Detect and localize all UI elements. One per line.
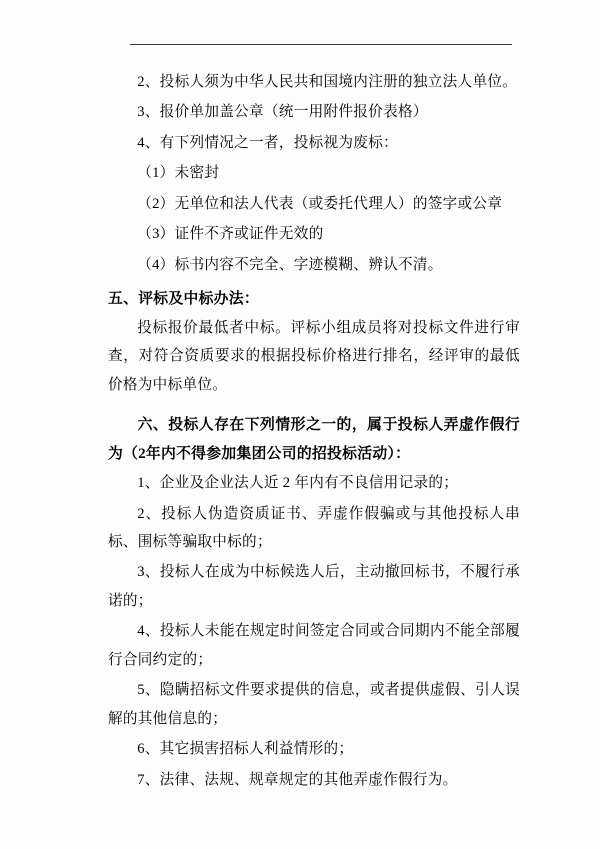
paragraph-quotation-seal: 3、报价单加盖公章（统一用附件报价表格）: [137, 104, 428, 121]
paragraph-void-condition-2: （2）无单位和法人代表（或委托代理人）的签字或公章: [137, 195, 503, 212]
header-divider: [130, 44, 512, 45]
paragraph-void-condition-1: （1）未密封: [137, 165, 220, 182]
paragraph-void-bid-intro: 4、有下列情况之一者，投标视为废标：: [137, 134, 398, 151]
paragraph-fraud-item-2: 2、投标人伪造资质证书、弄虚作假骗或与其他投标人串标、围标等骗取中标的；: [108, 505, 520, 550]
paragraph-void-condition-4: （4）标书内容不完全、字迹模糊、辨认不清。: [137, 256, 443, 273]
paragraph-void-condition-3: （3）证件不齐或证件无效的: [137, 226, 324, 243]
paragraph-fraud-item-1: 1、企业及企业法人近 2 年内有不良信用记录的；: [137, 475, 459, 492]
paragraph-fraud-item-3: 3、投标人在成为中标候选人后，主动撤回标书，不履行承诺的；: [108, 564, 520, 609]
paragraph-evaluation-body: 投标报价最低者中标。评标小组成员将对投标文件进行审查，对符合资质要求的根据投标价格进行排名，经评审的最低价格为中标单位。: [108, 320, 520, 393]
paragraph-bidder-legal-entity: 2、投标人须为中华人民共和国境内注册的独立法人单位。: [137, 74, 518, 90]
document-body: [108, 68, 520, 796]
section-heading-evaluation: 五、评标及中标办法：: [108, 291, 259, 308]
spacer: [108, 401, 520, 405]
paragraph-fraud-item-5: 5、隐瞒招标文件要求提供的信息，或者提供虚假、引人误解的其他信息的；: [108, 682, 520, 727]
paragraph-fraud-item-4: 4、投标人未能在规定时间签定合同或合同期内不能全部履行合同约定的；: [108, 623, 520, 668]
paragraph-fraud-item-7: 7、法律、法规、规章规定的其他弄虚作假行为。: [137, 771, 458, 788]
section-heading-fraud: 六、投标人存在下列情形之一的，属于投标人弄虚作假行为（2年内不得参加集团公司的招投标活动）：: [108, 417, 520, 463]
paragraph-fraud-item-6: 6、其它损害招标人利益情形的；: [137, 741, 354, 758]
